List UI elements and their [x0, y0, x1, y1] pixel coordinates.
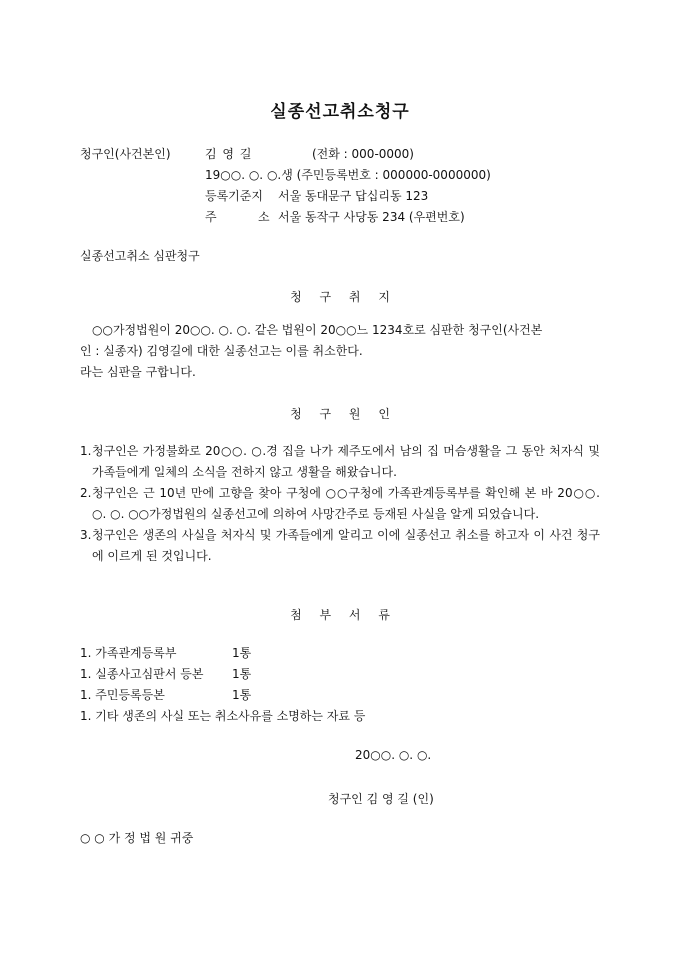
attachments-heading: 첨 부 서 류 — [290, 608, 390, 622]
document-title: 실종선고취소청구 — [270, 102, 410, 122]
attachment-item — [80, 643, 365, 664]
address-label-first: 주 — [205, 210, 217, 224]
address-value: 서울 동작구 사당동 234 (우편번호) — [278, 210, 465, 224]
attachment-item — [80, 706, 365, 727]
purpose-heading: 청 구 취 지 — [290, 290, 390, 304]
attachment-qty: 1통 — [232, 646, 252, 660]
attachment-name: 1. 가족관계등록부 — [80, 646, 177, 660]
address-label-second: 소 — [258, 210, 270, 224]
item-text: 청구인은 가정불화로 20○○. ○.경 집을 나가 제주도에서 남의 집 머슴생활을 그 동안 처자식 및 가족들에게 일체의 소식을 전하지 않고 생활을 해왔습니다. — [92, 444, 600, 479]
cause-item — [80, 483, 600, 525]
registry-value: 서울 동대문구 답십리동 123 — [278, 189, 429, 203]
registry-label: 등록기준지 — [205, 189, 263, 203]
attachment-name: 1. 주민등록등본 — [80, 688, 165, 702]
cause-item — [80, 441, 600, 483]
item-text: 청구인은 근 10년 만에 고향을 찾아 구청에 ○○구청에 가족관계등록부를 확인해 본 바 20○○. ○. ○. ○○가정법원의 실종선고에 의하여 사망간주로 등재된 사실을 알게 되었습니다. — [92, 486, 600, 521]
cause-heading: 청 구 원 인 — [290, 407, 390, 421]
request-line: 실종선고취소 심판청구 — [80, 249, 200, 263]
signature-line: 청구인 김 영 길 (인) — [328, 792, 434, 806]
attachment-name: 1. 실종사고심판서 등본 — [80, 667, 204, 681]
claimant-birth: 19○○. ○. ○.생 (주민등록번호 : 000000-0000000) — [205, 168, 491, 182]
item-number: 1. — [80, 444, 92, 458]
item-text: 청구인은 생존의 사실을 처자식 및 가족들에게 알리고 이에 실종선고 취소를 하고자 이 사건 청구에 이르게 된 것입니다. — [92, 528, 600, 563]
attachment-qty: 1통 — [232, 667, 252, 681]
purpose-line: ○○가정법원이 20○○. ○. ○. 같은 법원이 20○○느 1234호로 심판한 청구인(사건본 — [92, 323, 543, 337]
attachment-item — [80, 685, 365, 706]
claimant-phone: (전화 : 000-0000) — [312, 147, 414, 161]
cause-body — [80, 441, 600, 567]
cause-item — [80, 525, 600, 567]
item-number: 3. — [80, 528, 92, 542]
attachment-name: 1. 기타 생존의 사실 또는 취소사유를 소명하는 자료 등 — [80, 709, 366, 723]
attachment-item — [80, 664, 365, 685]
item-number: 2. — [80, 486, 92, 500]
claimant-label: 청구인(사건본인) — [80, 147, 171, 161]
purpose-body — [80, 320, 600, 383]
attachments-list — [80, 643, 365, 727]
purpose-line: 인 : 실종자) 김영길에 대한 실종선고는 이를 취소한다. — [80, 344, 363, 358]
claimant-name: 김 영 길 — [205, 147, 252, 161]
attachment-qty: 1통 — [232, 688, 252, 702]
purpose-line: 라는 심판을 구합니다. — [80, 365, 196, 379]
court-addressee: ○ ○ 가 정 법 원 귀중 — [80, 831, 194, 845]
document-date: 20○○. ○. ○. — [355, 748, 432, 762]
